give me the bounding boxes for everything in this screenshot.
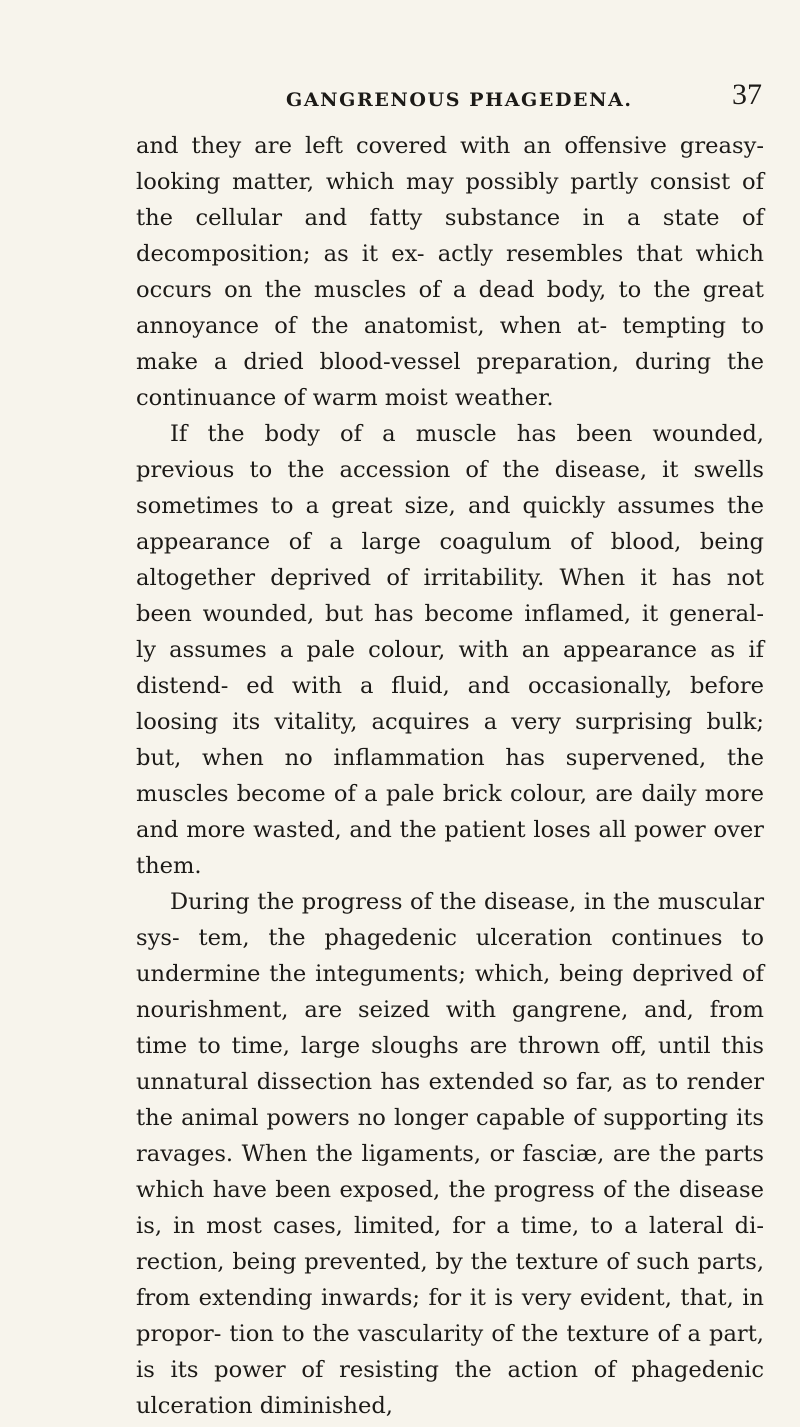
paragraph-disease-progress: During the progress of the disease, in the muscular sys- tem, the phagedenic ulceration continues to undermine the integuments; which, being deprived of nourishment, are seized with gangrene, and, from time to time, large sloughs are thrown off, until this unnatural dissection has extended so far, as to render the animal powers no longer capable of supporting its ravages. When the ligaments, or fasciæ, are the parts which have been exposed, the progress of the disease is, in most cases, limited, for a time, to a lateral di- rection, being prevented, by the texture of such parts, from extending inwards; for it is very evident, that, in propor- tion to the vascularity of the texture of a part, is its power of resisting the action of phagedenic ulceration diminished, — [136, 889, 764, 1419]
running-header — [136, 78, 776, 120]
paragraph-muscle-wound: If the body of a muscle has been wounded, previous to the accession of the disease, it swells sometimes to a great size, and quickly assumes the appearance of a large coagulum of blood, being altogether deprived of irritability. When it has not been wounded, but has become inflamed, it general- ly assumes a pale colour, with an appearance as if distend- ed with a fluid, and occasionally, before loosing its vitality, acquires a very surprising bulk; but, when no inflammation has supervened, the muscles become of a pale brick colour, are daily more and more wasted, and the patient loses all power over them. — [136, 421, 764, 879]
paragraph-continuation: and they are left covered with an offensive greasy-looking matter, which may possibly partly consist of the cellular and fatty substance in a state of decomposition; as it ex- actly resembles that which occurs on the muscles of a dead body, to the great annoyance of the anatomist, when at- tempting to make a dried blood-vessel preparation, during the continuance of warm moist weather. — [136, 133, 764, 411]
running-title: GANGRENOUS PHAGEDENA. — [286, 89, 633, 111]
body-text — [136, 128, 764, 1424]
page-number: 37 — [732, 78, 762, 111]
